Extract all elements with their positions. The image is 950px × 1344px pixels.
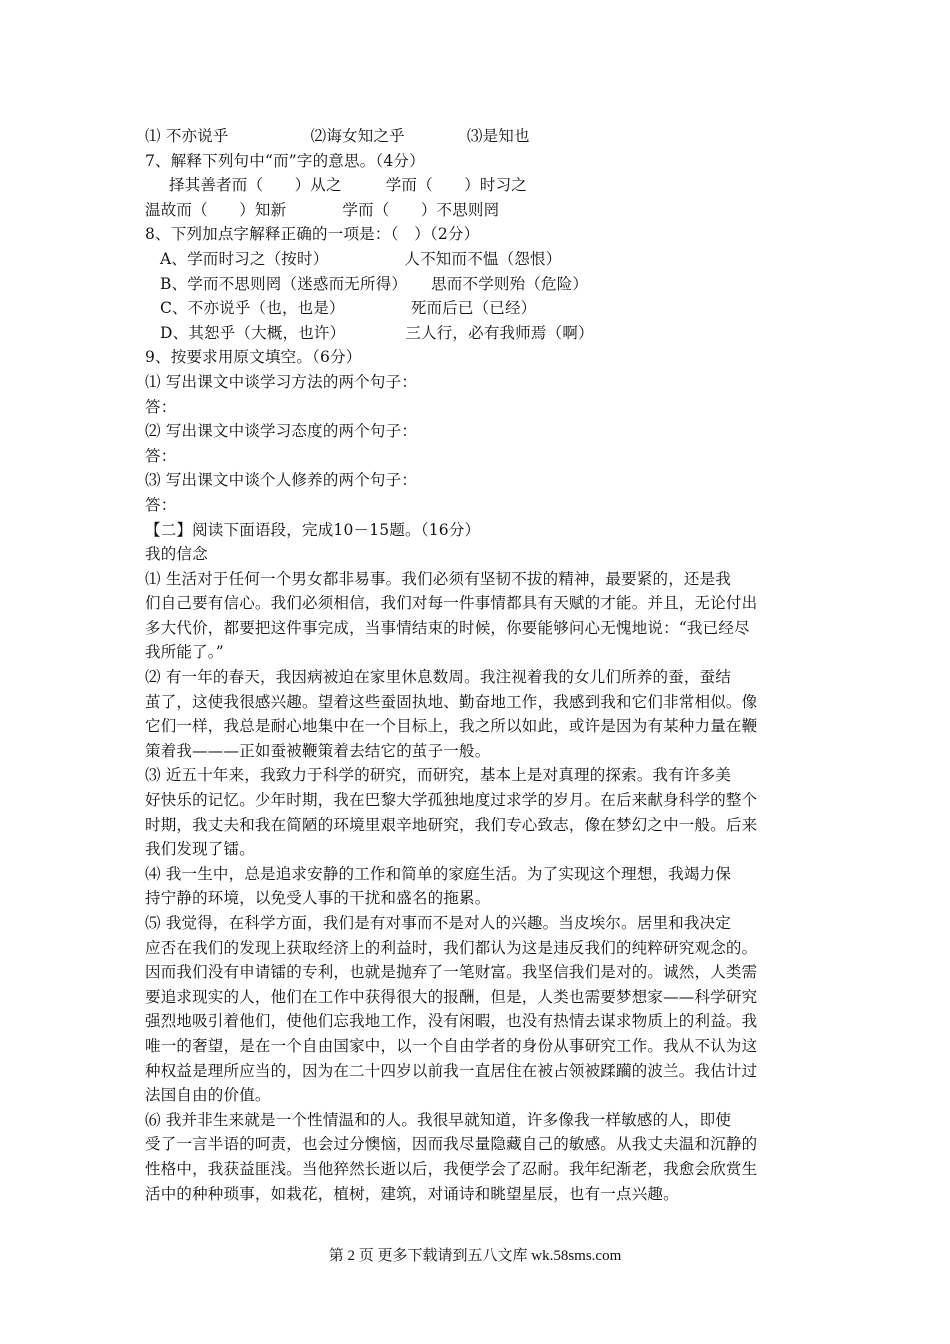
answer-options-line (145, 124, 810, 149)
paragraph-5-line: 应否在我们的发现上获取经济上的利益时，我们都认为这是违反我们的纯粹研究观念的。 (145, 938, 758, 957)
paragraph-2-line: 它们一样，我总是耐心地集中在一个目标上，我之所以如此，或许是因为有某种力量在鞭 (145, 717, 758, 736)
paragraph-5-line: 法国自由的价值。 (145, 1086, 271, 1105)
passage-title: 我的信念 (145, 545, 208, 564)
q8-c-part2: 死而后已（已经） (410, 299, 537, 318)
q8-c-part1: C、不亦说乎（也，也是） (160, 299, 345, 318)
q7-item-c: 温故而（ ）知新 (145, 200, 287, 219)
paragraph-3-line: 时期，我丈夫和我在简陋的环境里艰辛地研究，我们专心致志，像在梦幻之中一般。后来 (145, 815, 758, 834)
paragraph-5-line: ⑸ 我觉得，在科学方面，我们是有对事而不是对人的兴趣。当皮埃尔。居里和我决定 (145, 914, 732, 932)
answer-label-3: 答： (145, 495, 177, 514)
page-footer: 第 2 页 更多下载请到五八文库 wk.58sms.com (328, 1248, 622, 1264)
option-2: ⑵诲女知之乎 (310, 127, 405, 145)
paragraph-4-line: 持宁静的环境，以免受人事的干扰和盛名的拖累。 (145, 889, 491, 908)
paragraph-2-line: ⑵ 有一年的春天，我因病被迫在家里休息数周。我注视着我的女儿们所养的蚕，蚕结 (145, 668, 732, 687)
paragraph-5-line: 种权益是理所应当的，因为在二十四岁以前我一直居住在被占领被蹂躏的波兰。我估计过 (145, 1061, 758, 1080)
option-3: ⑶是知也 (466, 127, 530, 145)
paragraph-6-line: 性格中，我获益匪浅。当他猝然长逝以后，我便学会了忍耐。我年纪渐老，我愈会欣赏生 (145, 1159, 758, 1178)
q9-sub-2: ⑵ 写出课文中谈学习态度的两个句子： (145, 422, 418, 441)
paragraph-3-line: ⑶ 近五十年来，我致力于科学的研究，而研究，基本上是对真理的探索。我有许多美 (145, 766, 732, 785)
paragraph-6-line: 活中的种种琐事，如栽花，植树，建筑，对诵诗和眺望星辰，也有一点兴趣。 (145, 1184, 679, 1203)
paragraph-1-line: 们自己要有信心。我们必须相信，我们对每一件事情都具有天赋的才能。并且，无论付出 (145, 594, 758, 613)
question-9: 9、按要求用原文填空。（6分） (145, 348, 362, 367)
q9-sub-1: ⑴ 写出课文中谈学习方法的两个句子： (145, 372, 418, 391)
paragraph-4-line: ⑷ 我一生中，总是追求安静的工作和简单的家庭生活。为了实现这个理想，我竭力保 (145, 864, 732, 883)
paragraph-5-line: 因而我们没有申请镭的专利，也就是抛弃了一笔财富。我坚信我们是对的。诚然，人类需 (145, 963, 758, 982)
paragraph-6-line: ⑹ 我并非生来就是一个性情温和的人。我很早就知道，许多像我一样敏感的人，即使 (145, 1110, 732, 1129)
q7-item-d: 学而（ ）不思则罔 (342, 200, 500, 219)
question-8: 8、下列加点字解释正确的一项是：（ ）（2分） (145, 225, 480, 244)
q8-d-part1: D、其恕乎（大概，也许） (160, 323, 346, 342)
question-7: 7、解释下列句中“而”字的意思。（4分） (145, 151, 425, 170)
paragraph-1-line: 我所能了。” (145, 643, 224, 662)
paragraph-5-line: 强烈地吸引着他们，使他们忘我地工作，没有闲暇，也没有热情去谋求物质上的利益。我 (145, 1012, 758, 1031)
paragraph-5-line: 要追求现实的人，他们在工作中获得很大的报酬，但是，人类也需要梦想家——科学研究 (145, 987, 758, 1006)
paragraph-6-line: 受了一言半语的呵责，也会过分懊恼，因而我尽量隐藏自己的敏感。从我丈夫温和沉静的 (145, 1135, 758, 1154)
q8-option-d (145, 321, 810, 346)
option-1: ⑴ 不亦说乎 (145, 127, 229, 145)
q7-item-b: 学而（ ）时习之 (385, 176, 528, 195)
paragraph-2-line: 茧了，这使我很感兴趣。望着这些蚕固执地、勤奋地工作，我感到我和它们非常相似。像 (145, 692, 758, 711)
q8-b-part1: B、学而不思则罔（迷惑而无所得） (160, 274, 408, 293)
paragraph-1-line: 多大代价，都要把这件事完成，当事情结束的时候，你要能够问心无愧地说：“我已经尽 (145, 618, 750, 637)
paragraph-5-line: 唯一的奢望，是在一个自由国家中，以一个自由学者的身份从事研究工作。我从不认为这 (145, 1036, 758, 1055)
document-body (145, 124, 810, 1206)
q8-option-a (145, 247, 810, 272)
q8-b-part2: 思而不学则殆（危险） (431, 274, 589, 293)
q8-a-part1: A、学而时习之（按时） (160, 249, 329, 268)
q8-a-part2: 人不知而不愠（怨恨） (404, 249, 562, 268)
answer-label-1: 答： (145, 397, 177, 416)
question-7-line-1 (145, 173, 810, 198)
q8-d-part2: 三人行，必有我师焉（啊） (405, 323, 594, 342)
question-7-line-2 (145, 198, 810, 223)
q9-sub-3: ⑶ 写出课文中谈个人修养的两个句子： (145, 471, 418, 490)
section-2-heading: 【二】阅读下面语段，完成10－15题。（16分） (145, 520, 481, 539)
paragraph-2-line: 策着我———正如蚕被鞭策着去结它的茧子一般。 (145, 741, 491, 760)
paragraph-3-line: 我们发现了镭。 (145, 840, 255, 859)
q8-option-c (145, 296, 810, 321)
q8-option-b (145, 272, 810, 297)
paragraph-1-line: ⑴ 生活对于任何一个男女都非易事。我们必须有坚韧不拔的精神，最要紧的，还是我 (145, 569, 732, 588)
answer-label-2: 答： (145, 446, 177, 465)
q7-item-a: 择其善者而（ ）从之 (169, 176, 342, 195)
paragraph-3-line: 好快乐的记忆。少年时期，我在巴黎大学孤独地度过求学的岁月。在后来献身科学的整个 (145, 791, 758, 810)
